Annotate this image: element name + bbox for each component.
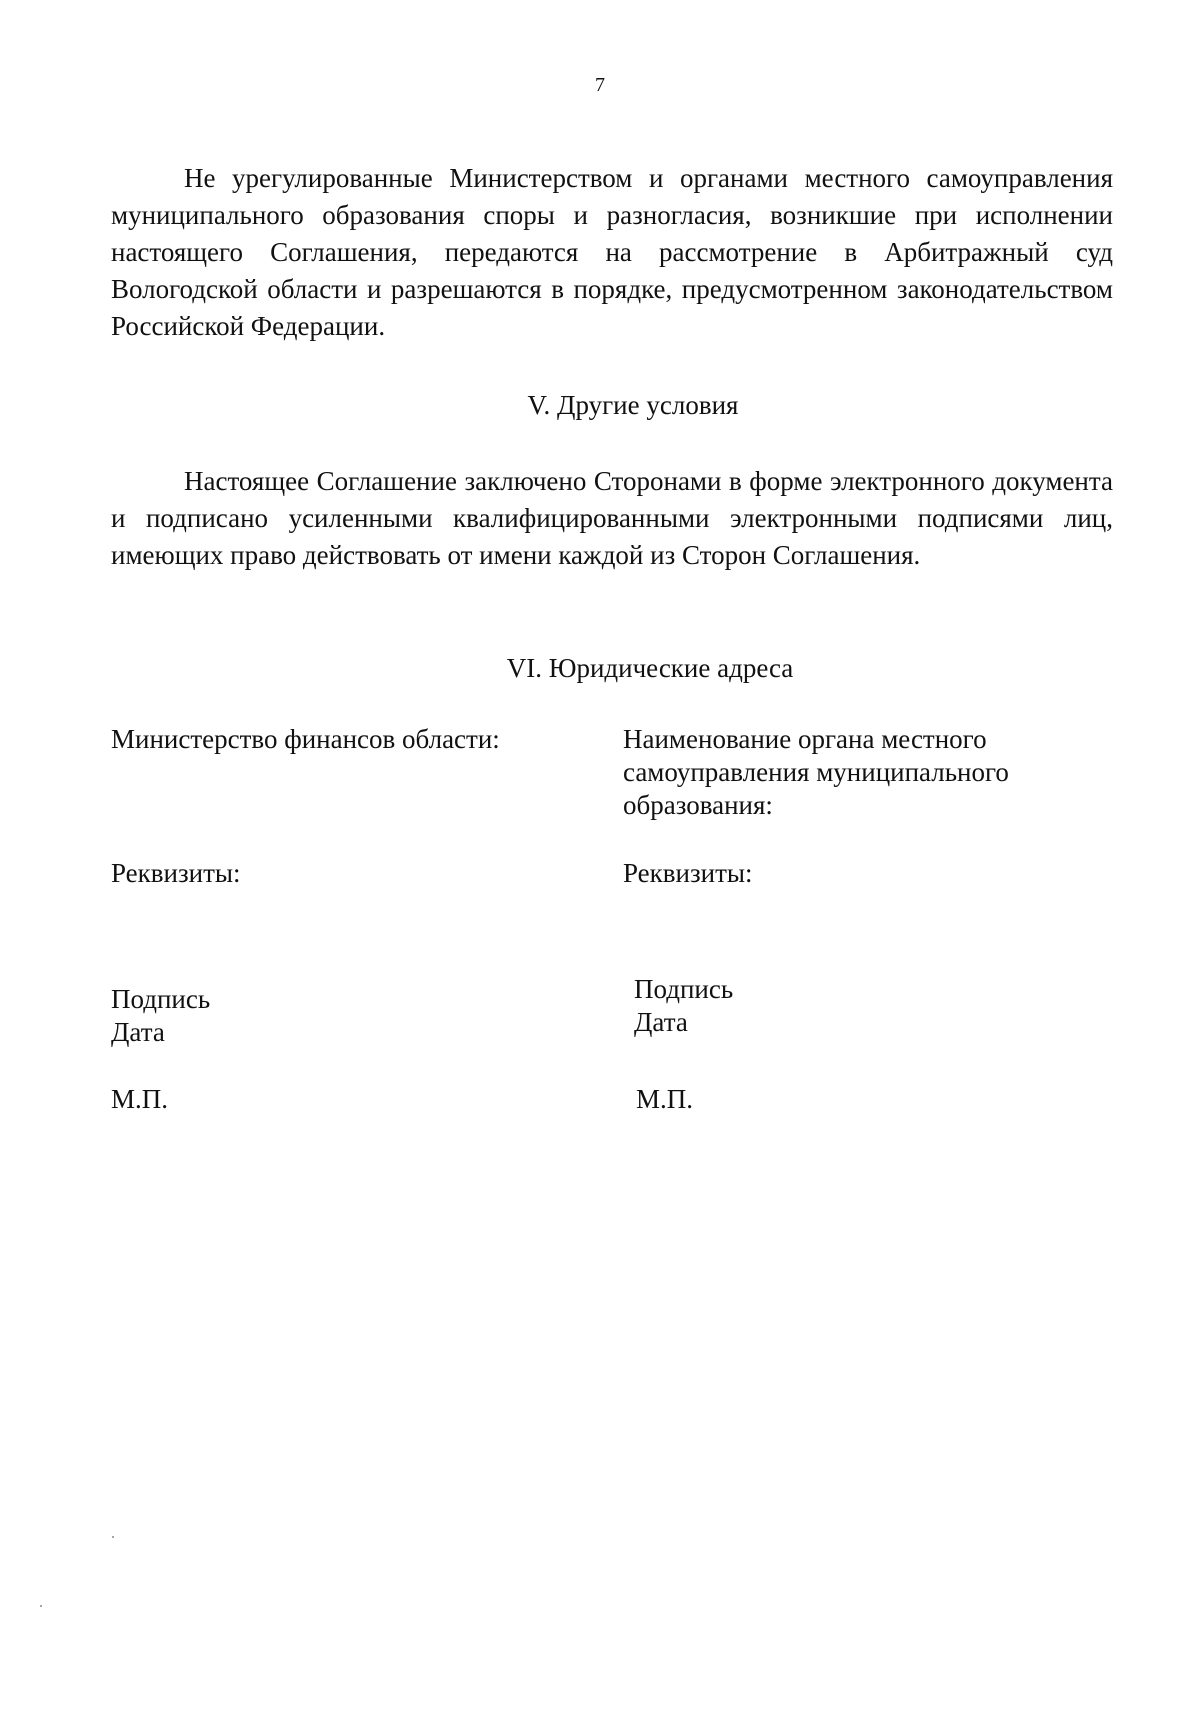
section-6-heading: VI. Юридические адреса <box>506 653 794 683</box>
disputes-paragraph: Не урегулированные Министерством и органами местного самоуправления муниципального образования споры и разногласия, возникшие при исполнении настоящего Соглашения, передаются на рассмотрение в Арбитражный суд Вологодской области и разрешаются в порядке, предусмотренном законодательством Российской Федерации. <box>111 163 1113 341</box>
left-signature-label: Подпись <box>111 984 211 1014</box>
left-stamp-label: М.П. <box>111 1084 169 1114</box>
right-date-label: Дата <box>634 1007 688 1037</box>
right-party-name: Наименование органа местного самоуправления муниципального образования: <box>623 724 1009 820</box>
section-5-heading: V. Другие условия <box>527 390 739 420</box>
scan-speck <box>112 1536 114 1538</box>
left-requisites-label: Реквизиты: <box>111 858 241 888</box>
left-party-name: Министерство финансов области: <box>111 724 500 754</box>
right-requisites-label: Реквизиты: <box>623 858 753 888</box>
right-signature-label: Подпись <box>634 974 734 1004</box>
scan-speck <box>40 1605 42 1607</box>
left-date-label: Дата <box>111 1017 165 1047</box>
page-number: 7 <box>595 74 605 96</box>
other-conditions-paragraph: Настоящее Соглашение заключено Сторонами в форме электронного документа и подписано усиленными квалифицированными электронными подписями лиц, имеющих право действовать от имени каждой из Сторон Соглашения. <box>111 466 1113 570</box>
right-stamp-label: М.П. <box>636 1084 694 1114</box>
